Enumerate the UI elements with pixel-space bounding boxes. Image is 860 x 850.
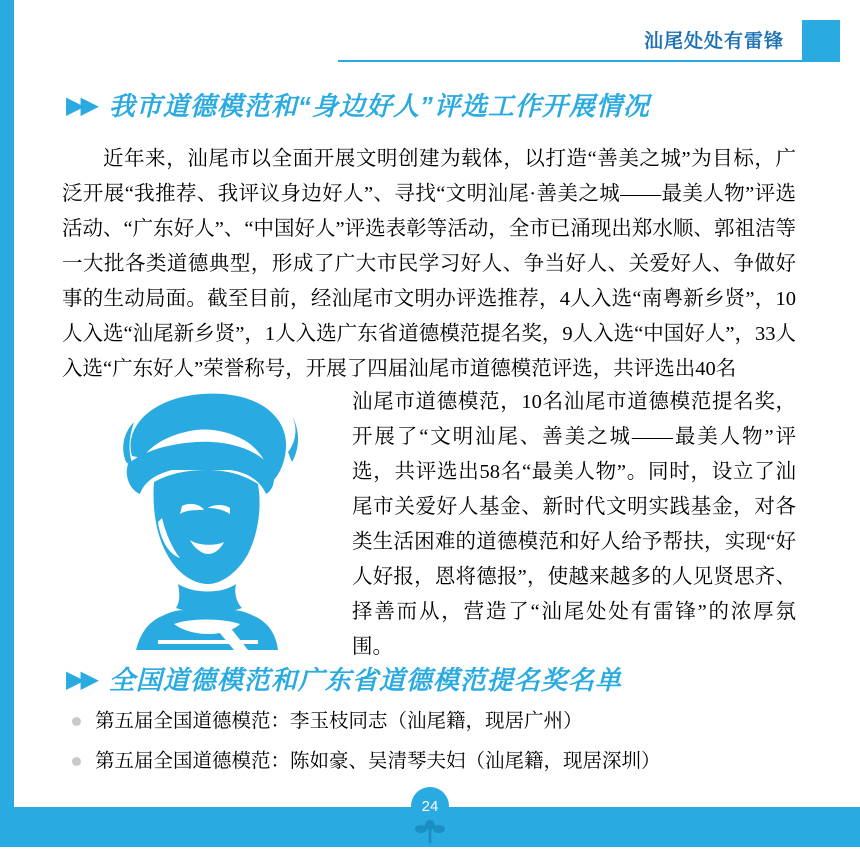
body-paragraph-1: 近年来，汕尾市以全面开展文明创建为载体，以打造“善美之城”为目标，广泛开展“我推荐、我评议身边好人”、寻找“文明汕尾·善美之城——最美人物”评选活动、“广东好人”、“中国好人”评选表彰等活动，全市已涌现出郑水顺、郭祖洁等一大批各类道德典型，形成了广大市民学习好人、争当好人、关爱好人、争做好事的生动局面。截至目前，经汕尾市文明办评选推荐，4人入选“南粤新乡贤”，10人入选“汕尾新乡贤”，1人入选广东省道德模范提名奖，9人入选“中国好人”，33人入选“广东好人”荣誉称号，开展了四届汕尾市道德模范评选，共评选出40名 [62,148,796,380]
double-chevron-icon: ▶▶ [66,90,95,119]
header-divider [338,60,818,62]
section-title-1: 我市道德模范和“身边好人”评选工作开展情况 [108,91,650,121]
list-item [66,746,806,777]
list-item-label: 第五届全国道德模范：陈如豪、吴清琴夫妇（汕尾籍，现居深圳） [95,751,661,772]
bullet-dot-icon [72,717,81,726]
list-item-label: 第五届全国道德模范：李玉枝同志（汕尾籍，现居广州） [95,711,583,732]
header-title: 汕尾处处有雷锋 [643,31,784,52]
bullet-dot-icon [72,757,81,766]
page-header [0,0,860,72]
body-paragraph-2: 汕尾市道德模范，10名汕尾市道德模范提名奖，开展了“文明汕尾、善美之城——最美人物”评选，共评选出58名“最美人物”。同时，设立了汕尾市关爱好人基金、新时代文明实践基金，对各类生活困难的道德模范和好人给予帮扶，实现“好人好报，恩将德报”，使越来越多的人见贤思齐、择善而从，营造了“汕尾处处有雷锋”的浓厚氛围。 [352,391,796,658]
section-heading-2 [66,660,622,697]
double-chevron-icon: ▶▶ [66,664,95,693]
award-name-list [66,706,806,786]
left-accent-rail [0,0,14,847]
section-heading-1 [66,86,650,123]
header-accent-block [802,20,840,62]
section-title-2: 全国道德模范和广东省道德模范提名奖名单 [108,665,622,695]
list-item [66,706,806,737]
lei-feng-portrait-illustration [62,378,344,656]
flower-icon [413,815,447,845]
page-number-badge: 24 [411,787,449,825]
